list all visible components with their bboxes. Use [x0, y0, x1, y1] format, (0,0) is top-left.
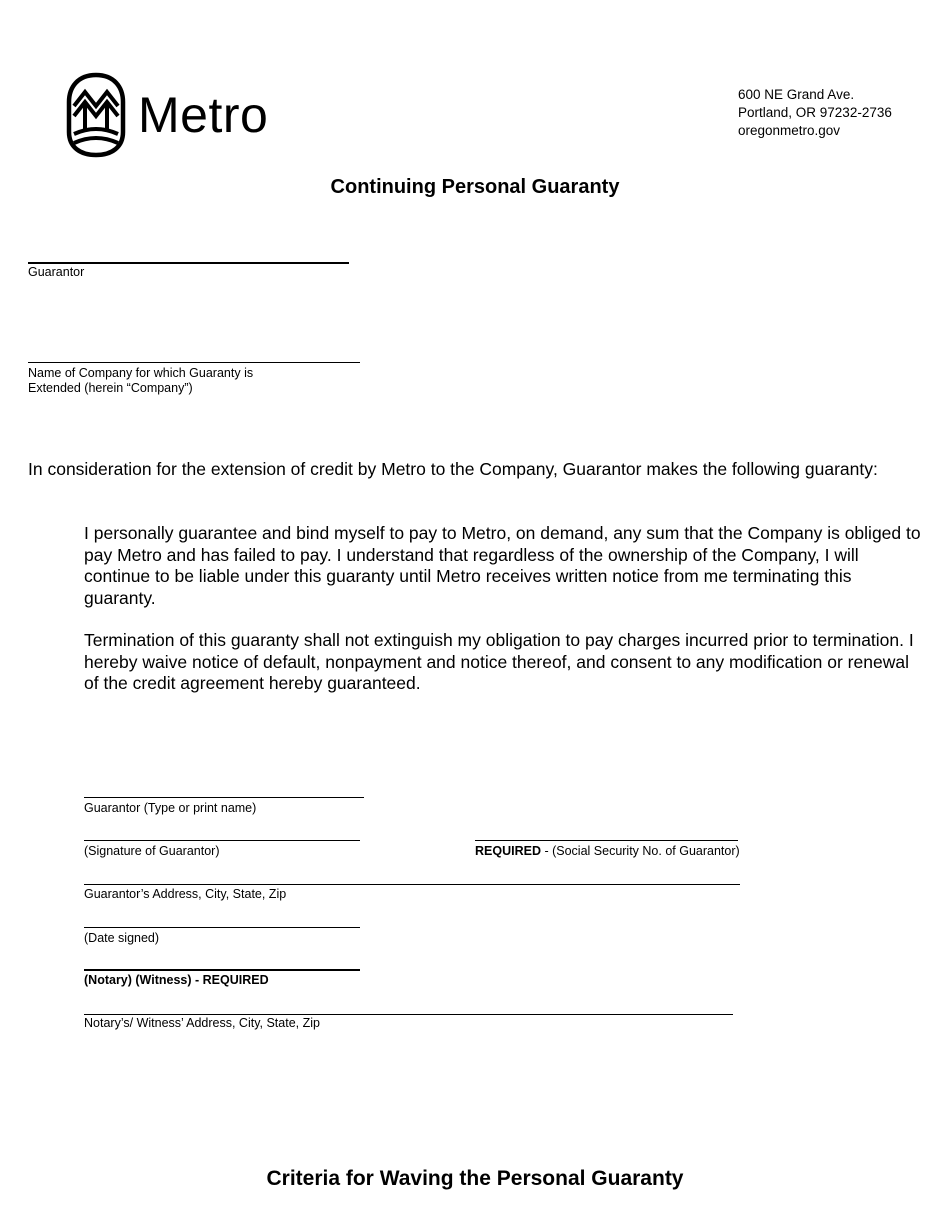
- address-street: 600 NE Grand Ave.: [738, 87, 855, 102]
- address-website[interactable]: oregonmetro.gov: [738, 123, 841, 138]
- guarantor-name-label: Guarantor (Type or print name): [84, 801, 257, 815]
- company-label-line1: Name of Company for which Guaranty is: [28, 366, 254, 380]
- notary-label: (Notary) (Witness) - REQUIRED: [84, 973, 269, 987]
- company-line[interactable]: [28, 362, 360, 363]
- company-label: [28, 366, 253, 396]
- ssn-label-text: - (Social Security No. of Guarantor): [540, 844, 740, 858]
- criteria-title: Criteria for Waving the Personal Guaranty: [266, 1167, 684, 1190]
- notary-line[interactable]: [84, 969, 360, 971]
- guaranty-paragraph-1: I personally guarantee and bind myself to pay to Metro, on demand, any sum that the Company is obliged to pay Metro and has failed to pay. I understand that regardless of the ownership of the Company, I will continue to be liable under this guaranty until Metro receives written notice from me terminating this guaranty.: [84, 523, 921, 608]
- metro-address: [738, 86, 892, 140]
- date-line[interactable]: [84, 927, 360, 928]
- ssn-line[interactable]: [475, 840, 738, 841]
- document-title: Continuing Personal Guaranty: [330, 176, 620, 198]
- ssn-required-text: REQUIRED: [475, 844, 541, 858]
- date-label: (Date signed): [84, 931, 160, 945]
- intro-paragraph: In consideration for the extension of credit by Metro to the Company, Guarantor makes the following guaranty:: [28, 459, 878, 479]
- guarantor-label: Guarantor: [28, 265, 85, 279]
- ssn-label: [475, 844, 740, 859]
- guaranty-paragraph-2: Termination of this guaranty shall not extinguish my obligation to pay charges incurred prior to termination. I hereby waive notice of default, nonpayment and notice thereof, and consent to any modification or renewal of the credit agreement hereby guaranteed.: [84, 630, 914, 693]
- notary-address-label: Notary’s/ Witness’ Address, City, State, Zip: [84, 1016, 320, 1030]
- company-label-line2: Extended (herein “Company”): [28, 381, 193, 395]
- guarantor-address-label: Guarantor’s Address, City, State, Zip: [84, 887, 287, 901]
- address-city: Portland, OR 97232-2736: [738, 105, 892, 120]
- signature-label: (Signature of Guarantor): [84, 844, 220, 858]
- metro-emblem-icon: [66, 72, 126, 158]
- notary-address-line[interactable]: [84, 1014, 733, 1015]
- guarantor-name-line[interactable]: [84, 797, 364, 798]
- signature-line[interactable]: [84, 840, 360, 841]
- metro-logo: [66, 72, 286, 162]
- logo-wordmark: Metro: [138, 87, 269, 143]
- guarantor-address-line[interactable]: [84, 884, 740, 885]
- guarantor-line[interactable]: [28, 262, 349, 264]
